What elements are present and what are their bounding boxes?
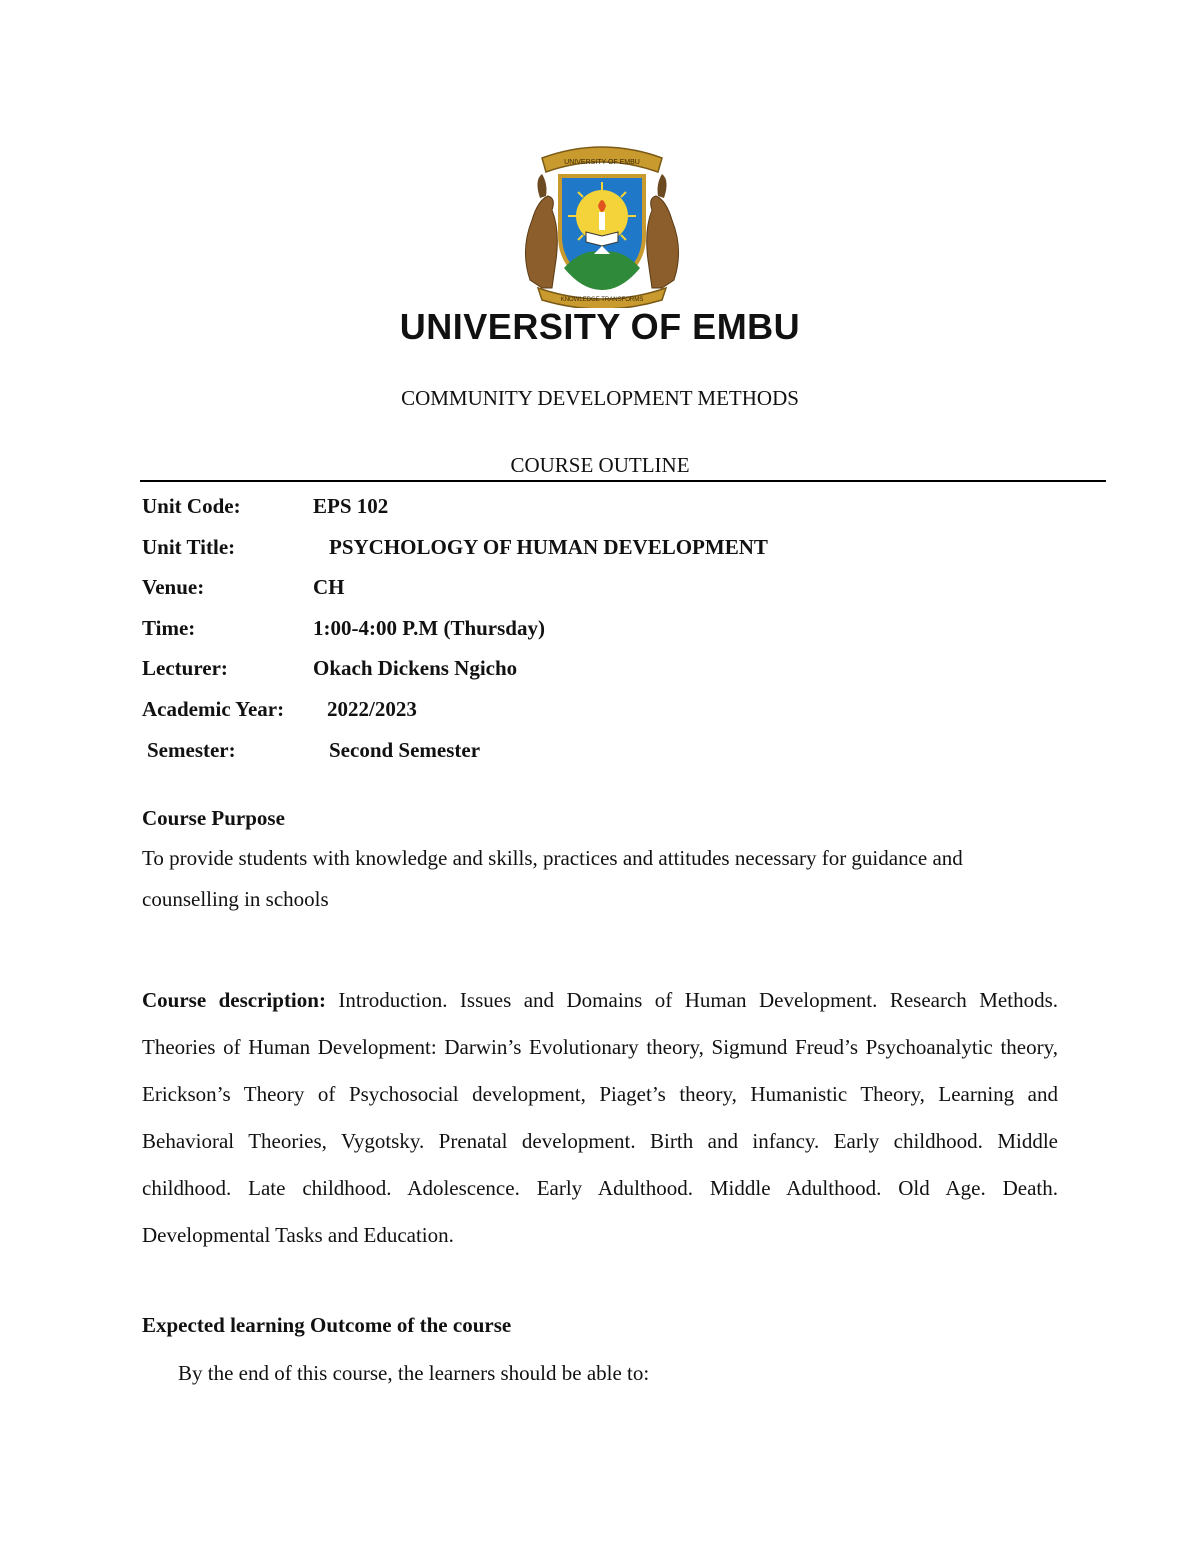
svg-text:UNIVERSITY OF EMBU: UNIVERSITY OF EMBU xyxy=(564,159,640,166)
course-description-text: Introduction. Issues and Domains of Human Development. Research Methods. Theories of Human Development: Darwin’s Evolutionary theory, Sigmund Freud’s Psychoanalytic theory, Erickson’s Theory of Psychosocial development, Piaget’s theory, Humanistic Theory, Learning and Behavioral Theories, Vygotsky. Prenatal development. Birth and infancy. Early childhood. Middle childhood. Late childhood. Adolescence. Early Adulthood. Middle Adulthood. Old Age. Death. Developmental Tasks and Education. xyxy=(142,988,1059,1247)
info-value: CH xyxy=(313,575,345,599)
document-type-title: COURSE OUTLINE xyxy=(510,453,690,477)
info-label: Venue: xyxy=(142,575,205,599)
university-crest-logo xyxy=(512,140,692,308)
info-value: Second Semester xyxy=(329,738,481,762)
info-label: Academic Year: xyxy=(142,697,285,721)
header-divider xyxy=(140,480,1106,482)
university-name: UNIVERSITY OF EMBU xyxy=(399,306,801,347)
info-value: EPS 102 xyxy=(313,494,389,518)
info-label: Lecturer: xyxy=(142,656,228,680)
programme-title: COMMUNITY DEVELOPMENT METHODS xyxy=(401,386,799,410)
info-value: PSYCHOLOGY OF HUMAN DEVELOPMENT xyxy=(329,535,768,559)
course-description xyxy=(142,977,1058,1259)
course-purpose-text: To provide students with knowledge and skills, practices and attitudes necessary for guidance and counselling in schools xyxy=(142,846,963,911)
svg-text:KNOWLEDGE TRANSFORMS: KNOWLEDGE TRANSFORMS xyxy=(560,297,644,303)
info-label: Unit Code: xyxy=(142,494,241,518)
learning-outcomes-heading: Expected learning Outcome of the course xyxy=(142,1313,512,1337)
info-label: Time: xyxy=(142,616,196,640)
course-purpose-heading: Course Purpose xyxy=(142,806,285,830)
info-label: Unit Title: xyxy=(142,535,236,559)
course-description-label: Course description: xyxy=(142,988,326,1012)
info-label: Semester: xyxy=(147,738,236,762)
info-value: 1:00-4:00 P.M (Thursday) xyxy=(313,616,545,640)
learning-outcomes-intro: By the end of this course, the learners should be able to: xyxy=(178,1361,650,1385)
info-value: 2022/2023 xyxy=(327,697,417,721)
info-value: Okach Dickens Ngicho xyxy=(313,656,518,680)
